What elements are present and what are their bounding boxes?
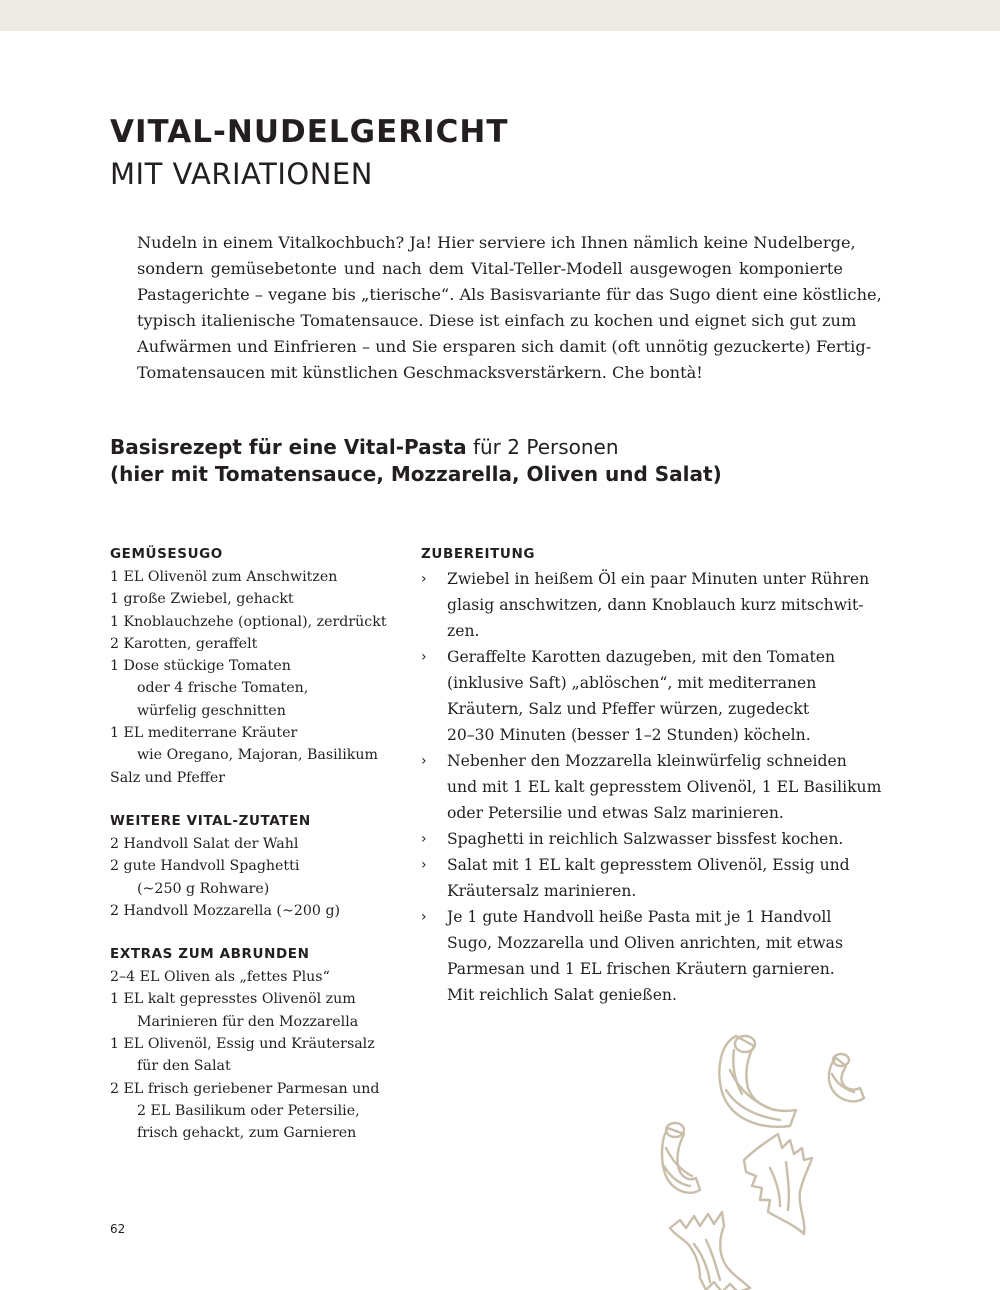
page-subtitle: MIT VARIATIONEN [110, 157, 373, 191]
step-line: oder Petersilie und etwas Salz marinieren. [447, 804, 784, 822]
ingredient-line: 2 Karotten, geraffelt [110, 635, 258, 652]
step-line: glasig anschwitzen, dann Knoblauch kurz mitschwit- [447, 596, 864, 614]
chevron-right-icon: › [421, 909, 427, 925]
farfalle-icon [744, 1134, 812, 1234]
preparation-step [421, 826, 881, 852]
chevron-right-icon: › [421, 831, 427, 847]
intro-line: typisch italienische Tomatensauce. Diese ist einfach zu kochen und eignet sich gut zum [137, 311, 857, 330]
step-line: zen. [447, 622, 480, 640]
recipe-title-line-2: (hier mit Tomatensauce, Mozzarella, Oliven und Salat) [110, 462, 722, 486]
step-line: Salat mit 1 EL kalt gepresstem Olivenöl, Essig und [447, 856, 850, 874]
preparation-step [421, 566, 881, 644]
pasta-shapes-icon [650, 1030, 1000, 1290]
ingredient-line: oder 4 frische Tomaten, [137, 680, 309, 697]
step-line: Zwiebel in heißem Öl ein paar Minuten unter Rühren [447, 570, 870, 588]
step-line: Nebenher den Mozzarella kleinwürfelig schneiden [447, 752, 847, 770]
section-heading-preparation: ZUBEREITUNG [421, 546, 536, 562]
step-line: 20–30 Minuten (besser 1–2 Stunden) köcheln. [447, 726, 811, 744]
preparation-column [421, 542, 881, 1008]
step-line: Kräutersalz marinieren. [447, 882, 637, 900]
ingredient-line: 1 EL kalt gepresstes Olivenöl zum [110, 991, 356, 1008]
chevron-right-icon: › [421, 571, 427, 587]
step-line: Parmesan und 1 EL frischen Kräutern garnieren. [447, 960, 835, 978]
chevron-right-icon: › [421, 649, 427, 665]
intro-line: Pastagerichte – vegane bis „tierische“. Als Basisvariante für das Sugo dient eine köstliche, [137, 285, 882, 304]
ingredient-line: würfelig geschnitten [137, 702, 286, 719]
macaroni-left-icon [662, 1123, 700, 1193]
recipe-title-line-1 [110, 434, 722, 461]
ingredient-line: 2 Handvoll Salat der Wahl [110, 835, 299, 852]
preparation-step [421, 748, 881, 826]
ingredient-line: 2 gute Handvoll Spaghetti [110, 858, 300, 875]
step-line: Geraffelte Karotten dazugeben, mit den Tomaten [447, 648, 836, 666]
farfalle-bottom-icon [670, 1212, 750, 1290]
section-heading-extras: EXTRAS ZUM ABRUNDEN [110, 946, 310, 963]
ingredient-line: 1 Dose stückige Tomaten [110, 658, 291, 675]
ingredient-line: 1 EL mediterrane Kräuter [110, 725, 298, 742]
intro-paragraph [137, 230, 882, 386]
preparation-step [421, 644, 881, 748]
ingredient-line: 1 Knoblauchzehe (optional), zerdrückt [110, 613, 387, 630]
ingredient-line: 2–4 EL Oliven als „fettes Plus“ [110, 969, 330, 986]
step-line: Kräutern, Salz und Pfeffer würzen, zugedeckt [447, 700, 810, 718]
recipe-title [110, 434, 722, 488]
page-title: VITAL-NUDELGERICHT [110, 114, 509, 150]
step-line: (inklusive Saft) „ablöschen“, mit mediterranen [447, 674, 817, 692]
macaroni-large-icon [719, 1036, 796, 1127]
preparation-step [421, 852, 881, 904]
chevron-right-icon: › [421, 753, 427, 769]
step-line: Spaghetti in reichlich Salzwasser bissfest kochen. [447, 830, 844, 848]
intro-line: Aufwärmen und Einfrieren – und Sie ersparen sich damit (oft unnötig gezuckerte) Fertig- [137, 337, 872, 356]
recipe-servings: für 2 Personen [466, 435, 619, 459]
chevron-right-icon: › [421, 857, 427, 873]
intro-line: Nudeln in einem Vitalkochbuch? Ja! Hier serviere ich Ihnen nämlich keine Nudelberge, [137, 233, 856, 252]
step-line: und mit 1 EL kalt gepresstem Olivenöl, 1 EL Basilikum [447, 778, 882, 796]
ingredient-line: Salz und Pfeffer [110, 769, 226, 786]
recipe-title-bold: Basisrezept für eine Vital-Pasta [110, 435, 467, 459]
ingredient-line: Marinieren für den Mozzarella [137, 1013, 359, 1030]
intro-line: sondern gemüsebetonte und nach dem Vital-Teller-Modell ausgewogen komponierte [137, 259, 843, 278]
step-line: Sugo, Mozzarella und Oliven anrichten, mit etwas [447, 934, 843, 952]
preparation-step [421, 904, 881, 1008]
ingredient-line: frisch gehackt, zum Garnieren [137, 1125, 357, 1142]
ingredients-column [110, 542, 410, 1145]
section-heading-vital: WEITERE VITAL-ZUTATEN [110, 812, 311, 829]
step-line: Mit reichlich Salat genießen. [447, 986, 677, 1004]
ingredient-line: 1 EL Olivenöl, Essig und Kräutersalz [110, 1036, 375, 1053]
macaroni-small-icon [829, 1054, 864, 1101]
intro-line: Tomatensaucen mit künstlichen Geschmacksverstärkern. Che bontà! [137, 363, 703, 382]
step-line: Je 1 gute Handvoll heiße Pasta mit je 1 Handvoll [447, 908, 832, 926]
section-heading-sugo: GEMÜSESUGO [110, 546, 223, 562]
ingredient-line: 1 große Zwiebel, gehackt [110, 591, 294, 608]
ingredient-line: 2 Handvoll Mozzarella (~200 g) [110, 902, 341, 919]
ingredient-line: 2 EL Basilikum oder Petersilie, [137, 1102, 360, 1119]
top-band [0, 0, 1000, 31]
ingredient-line: 2 EL frisch geriebener Parmesan und [110, 1080, 380, 1097]
ingredient-line: für den Salat [137, 1058, 231, 1075]
ingredient-line: wie Oregano, Majoran, Basilikum [137, 747, 378, 764]
ingredient-line: 1 EL Olivenöl zum Anschwitzen [110, 569, 338, 585]
ingredient-line: (~250 g Rohware) [137, 880, 270, 897]
page-number: 62 [110, 1222, 126, 1236]
